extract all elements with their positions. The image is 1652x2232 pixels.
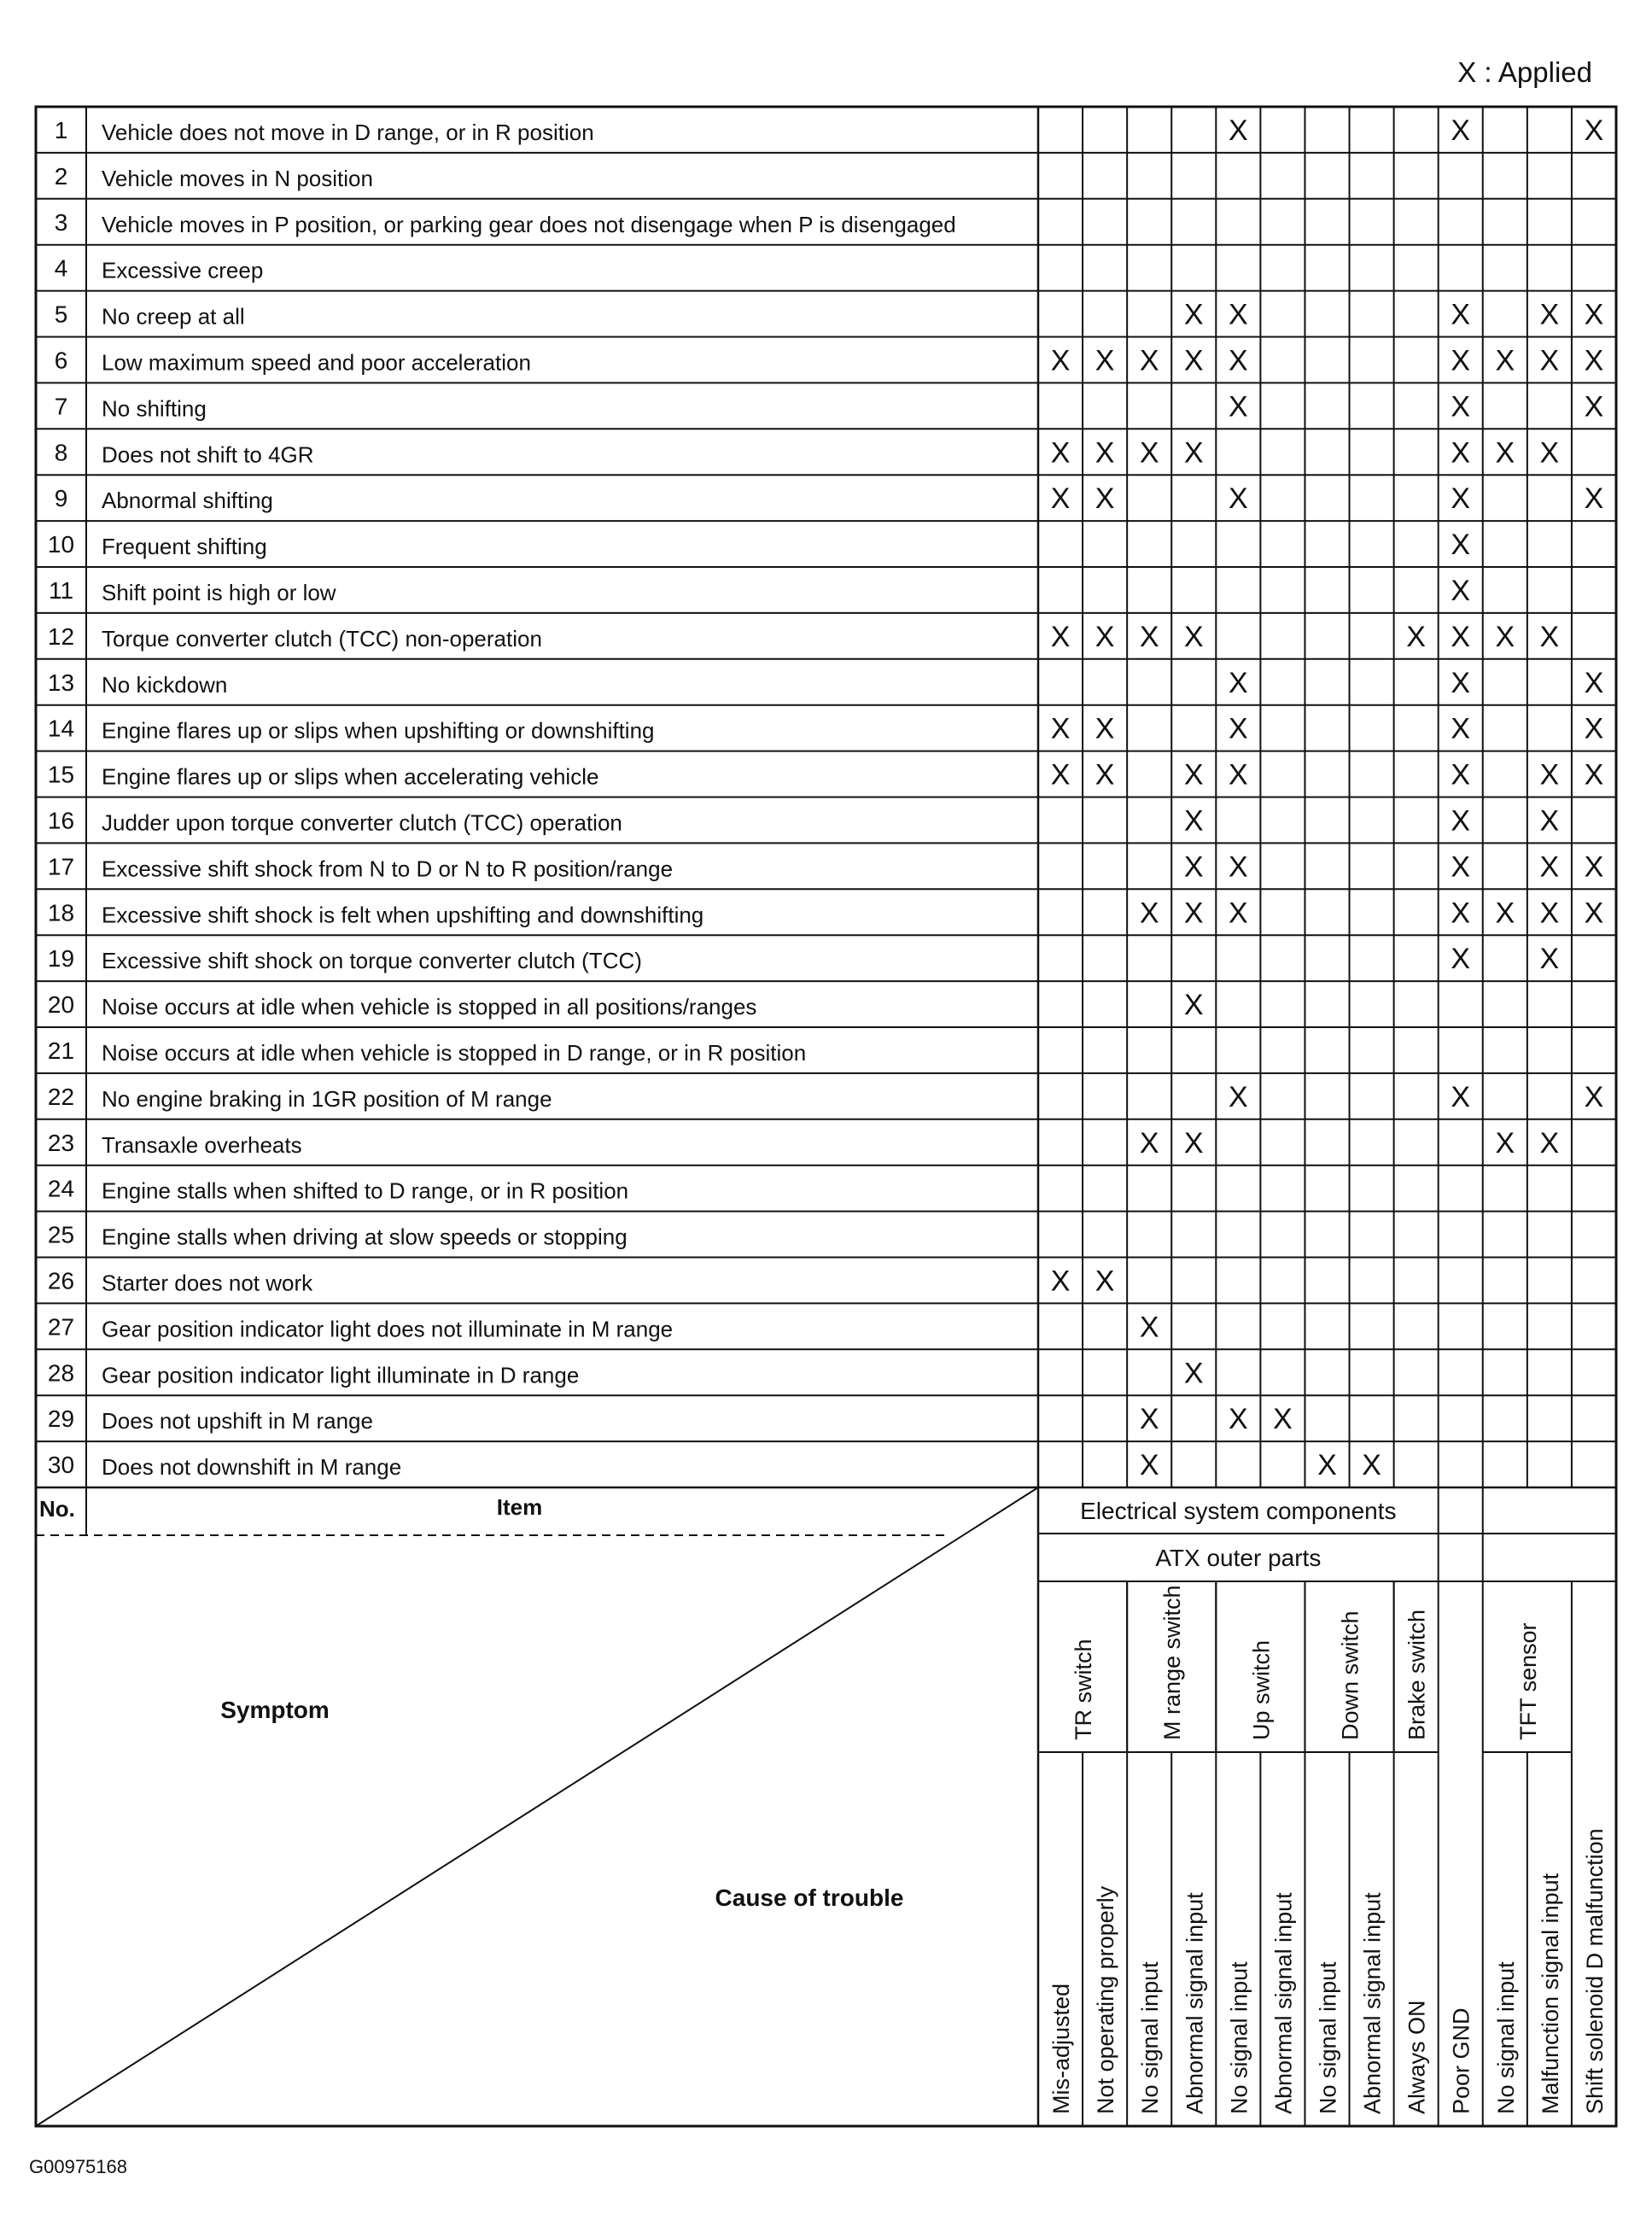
applied-mark: X xyxy=(1050,482,1071,516)
applied-mark: X xyxy=(1451,1080,1471,1113)
figure-code: G00975168 xyxy=(29,2156,127,2177)
applied-mark: X xyxy=(1539,850,1560,884)
cause-label: Always ON xyxy=(1404,2000,1430,2114)
applied-mark: X xyxy=(1050,1265,1071,1298)
row-number: 10 xyxy=(47,531,75,558)
row-number: 17 xyxy=(47,853,75,880)
applied-mark: X xyxy=(1229,114,1248,147)
applied-mark: X xyxy=(1139,620,1159,653)
table-row xyxy=(36,567,1616,607)
applied-mark: X xyxy=(1584,344,1604,377)
applied-mark: X xyxy=(1229,298,1248,331)
row-number: 4 xyxy=(54,254,68,282)
table-row xyxy=(36,291,1616,331)
cause-label: Malfunction signal input xyxy=(1537,1873,1563,2114)
applied-mark: X xyxy=(1539,1126,1560,1160)
symptom-text: Torque converter clutch (TCC) non-operation xyxy=(102,625,542,651)
applied-mark: X xyxy=(1095,1265,1115,1298)
table-header xyxy=(36,1487,1616,2126)
applied-mark: X xyxy=(1451,758,1471,792)
table-row xyxy=(36,1395,1616,1435)
applied-mark: X xyxy=(1584,758,1604,792)
applied-mark: X xyxy=(1584,390,1604,424)
applied-mark: X xyxy=(1584,114,1604,147)
row-number: 12 xyxy=(47,622,75,650)
applied-mark: X xyxy=(1139,436,1159,470)
symptom-text: Engine stalls when shifted to D range, or in R position xyxy=(102,1177,629,1204)
applied-mark: X xyxy=(1539,897,1560,930)
table-row xyxy=(36,475,1616,515)
applied-mark: X xyxy=(1451,114,1471,147)
applied-mark: X xyxy=(1451,529,1471,562)
symptom-text: Vehicle moves in P position, or parking gear does not disengage when P is disengaged xyxy=(102,211,956,237)
applied-mark: X xyxy=(1183,298,1204,331)
cause-label: Mis-adjusted xyxy=(1048,1983,1075,2114)
applied-mark: X xyxy=(1095,620,1115,653)
applied-mark: X xyxy=(1139,344,1159,377)
diagonal-split xyxy=(36,1487,1038,2126)
applied-mark: X xyxy=(1095,436,1115,470)
applied-mark: X xyxy=(1183,758,1204,792)
applied-mark: X xyxy=(1584,1080,1604,1113)
row-number: 15 xyxy=(47,761,75,788)
table-row xyxy=(36,199,1616,237)
row-number: 11 xyxy=(48,576,74,604)
symptom-text: Vehicle does not move in D range, or in R position xyxy=(102,119,594,145)
component-name: TR switch xyxy=(1071,1639,1097,1740)
table-row xyxy=(36,1166,1616,1204)
applied-mark: X xyxy=(1584,482,1604,516)
row-number: 5 xyxy=(54,301,68,328)
applied-mark: X xyxy=(1050,758,1071,792)
applied-mark: X xyxy=(1539,298,1560,331)
table-row xyxy=(36,245,1616,283)
applied-mark: X xyxy=(1539,436,1560,470)
symptom-text: Does not upshift in M range xyxy=(102,1408,373,1434)
table-row xyxy=(36,1119,1616,1160)
row-number: 28 xyxy=(47,1359,75,1387)
symptom-text: Abnormal shifting xyxy=(102,488,273,514)
applied-mark: X xyxy=(1050,436,1071,470)
symptom-text: No kickdown xyxy=(102,671,228,698)
applied-mark: X xyxy=(1539,344,1560,377)
cause-label: No signal input xyxy=(1226,1961,1252,2114)
symptom-text: Low maximum speed and poor acceleration xyxy=(102,349,531,376)
symptom-text: Engine flares up or slips when accelerating vehicle xyxy=(102,763,599,790)
applied-mark: X xyxy=(1451,712,1471,745)
applied-mark: X xyxy=(1095,344,1115,377)
symptom-text: Does not downshift in M range xyxy=(102,1454,402,1481)
symptom-text: No engine braking in 1GR position of M range xyxy=(102,1085,552,1112)
applied-mark: X xyxy=(1229,666,1248,699)
applied-mark: X xyxy=(1229,850,1248,884)
table-row xyxy=(36,1212,1616,1250)
symptom-text: Gear position indicator light does not illuminate in M range xyxy=(102,1316,674,1342)
cause-label: No signal input xyxy=(1492,1961,1519,2114)
applied-mark: X xyxy=(1539,758,1560,792)
symptom-text: Excessive shift shock on torque converter clutch (TCC) xyxy=(102,948,642,974)
cause-label: Abnormal signal input xyxy=(1359,1892,1386,2114)
symptom-text: Engine stalls when driving at slow speeds or stopping xyxy=(102,1224,628,1250)
applied-mark: X xyxy=(1495,344,1515,377)
symptom-text: Excessive shift shock from N to D or N to R position/range xyxy=(102,856,674,882)
applied-mark: X xyxy=(1095,482,1115,516)
item-header: Item xyxy=(496,1494,543,1520)
table-row xyxy=(36,1303,1616,1343)
applied-mark: X xyxy=(1050,620,1071,653)
applied-mark: X xyxy=(1451,344,1471,377)
cause-label: Abnormal signal input xyxy=(1182,1892,1208,2114)
applied-mark: X xyxy=(1584,712,1604,745)
applied-mark: X xyxy=(1183,897,1204,930)
applied-mark: X xyxy=(1584,897,1604,930)
row-number: 14 xyxy=(47,715,75,742)
applied-mark: X xyxy=(1539,943,1560,976)
symptom-text: Does not shift to 4GR xyxy=(102,441,314,468)
symptom-text: Gear position indicator light illuminate in D range xyxy=(102,1362,580,1388)
applied-mark: X xyxy=(1229,758,1248,792)
component-name: Down switch xyxy=(1337,1610,1363,1740)
applied-mark: X xyxy=(1183,436,1204,470)
row-number: 22 xyxy=(47,1083,75,1110)
applied-mark: X xyxy=(1229,344,1248,377)
row-number: 21 xyxy=(47,1037,75,1064)
row-number: 29 xyxy=(47,1405,75,1433)
applied-mark: X xyxy=(1451,436,1471,470)
symptom-text: Shift point is high or low xyxy=(102,579,336,605)
row-number: 9 xyxy=(54,485,68,512)
symptom-text: Noise occurs at idle when vehicle is stopped in all positions/ranges xyxy=(102,994,757,1020)
table-row xyxy=(36,751,1616,792)
table-row xyxy=(36,1027,1616,1066)
applied-mark: X xyxy=(1362,1449,1381,1482)
atx-outer-parts-header: ATX outer parts xyxy=(1155,1545,1322,1571)
applied-mark: X xyxy=(1451,850,1471,884)
symptom-text: Excessive creep xyxy=(102,257,264,283)
table-row xyxy=(36,383,1616,423)
symptom-text: Starter does not work xyxy=(102,1270,313,1296)
component-name: Brake switch xyxy=(1404,1609,1430,1740)
table-row xyxy=(36,1258,1616,1298)
row-number: 6 xyxy=(54,347,68,374)
applied-mark: X xyxy=(1495,436,1515,470)
applied-mark: X xyxy=(1229,897,1248,930)
table-row xyxy=(36,705,1616,745)
applied-mark: X xyxy=(1495,620,1515,653)
cause-header: Cause of trouble xyxy=(715,1884,904,1911)
row-number: 2 xyxy=(54,162,68,190)
applied-mark: X xyxy=(1229,390,1248,424)
applied-mark: X xyxy=(1183,989,1204,1022)
no-header: No. xyxy=(39,1496,75,1522)
applied-mark: X xyxy=(1139,1403,1159,1436)
applied-mark: X xyxy=(1451,390,1471,424)
applied-mark: X xyxy=(1451,804,1471,838)
applied-mark: X xyxy=(1451,620,1471,653)
applied-mark: X xyxy=(1584,850,1604,884)
row-number: 1 xyxy=(54,116,68,143)
table-row xyxy=(36,798,1616,838)
symptom-header: Symptom xyxy=(220,1697,330,1723)
applied-mark: X xyxy=(1495,1126,1515,1160)
electrical-components-header: Electrical system components xyxy=(1080,1498,1397,1524)
table-row xyxy=(36,843,1616,883)
applied-mark: X xyxy=(1451,943,1471,976)
row-number: 24 xyxy=(47,1175,75,1202)
row-number: 25 xyxy=(47,1221,75,1248)
row-number: 30 xyxy=(47,1452,75,1479)
applied-mark: X xyxy=(1451,574,1471,607)
table-row xyxy=(36,153,1616,191)
applied-mark: X xyxy=(1095,758,1115,792)
table-row xyxy=(36,1073,1616,1113)
applied-mark: X xyxy=(1183,344,1204,377)
applied-mark: X xyxy=(1183,620,1204,653)
symptom-text: Vehicle moves in N position xyxy=(102,165,373,191)
applied-mark: X xyxy=(1050,344,1071,377)
applied-mark: X xyxy=(1183,1357,1204,1390)
row-number: 26 xyxy=(47,1267,75,1294)
row-number: 7 xyxy=(54,393,68,420)
applied-mark: X xyxy=(1183,850,1204,884)
applied-mark: X xyxy=(1451,897,1471,930)
symptom-text: Noise occurs at idle when vehicle is stopped in D range, or in R position xyxy=(102,1039,807,1066)
symptom-text: Engine flares up or slips when upshifting or downshifting xyxy=(102,717,655,744)
applied-mark: X xyxy=(1584,666,1604,699)
applied-mark: X xyxy=(1495,897,1515,930)
table-row xyxy=(36,1349,1616,1389)
table-row xyxy=(36,1441,1616,1481)
cause-label: Shift solenoid D malfunction xyxy=(1581,1828,1608,2114)
applied-mark: X xyxy=(1317,1449,1337,1482)
applied-mark: X xyxy=(1139,897,1159,930)
component-name: Up switch xyxy=(1248,1639,1275,1740)
row-number: 13 xyxy=(47,669,75,696)
symptom-text: No creep at all xyxy=(102,303,245,330)
table-row xyxy=(36,521,1616,561)
row-number: 27 xyxy=(47,1313,75,1341)
applied-mark: X xyxy=(1539,804,1560,838)
symptom-text: Judder upon torque converter clutch (TCC) operation xyxy=(102,809,622,836)
applied-mark: X xyxy=(1451,482,1471,516)
applied-mark: X xyxy=(1183,1126,1204,1160)
table-row xyxy=(36,337,1616,377)
row-number: 3 xyxy=(54,208,68,236)
applied-mark: X xyxy=(1229,1403,1248,1436)
row-number: 18 xyxy=(47,899,75,926)
applied-mark: X xyxy=(1451,298,1471,331)
applied-mark: X xyxy=(1139,1126,1159,1160)
symptom-text: No shifting xyxy=(102,395,207,422)
applied-mark: X xyxy=(1273,1403,1293,1436)
table-row xyxy=(55,114,1604,147)
applied-mark: X xyxy=(1584,298,1604,331)
applied-mark: X xyxy=(1539,620,1560,653)
applied-mark: X xyxy=(1139,1449,1159,1482)
table-border xyxy=(36,107,1616,2126)
table-row xyxy=(36,889,1616,929)
row-number: 16 xyxy=(47,807,75,834)
applied-mark: X xyxy=(1229,712,1248,745)
table-row xyxy=(36,429,1616,469)
applied-mark: X xyxy=(1095,712,1115,745)
component-name: M range switch xyxy=(1159,1585,1186,1740)
applied-mark: X xyxy=(1406,620,1426,653)
row-number: 8 xyxy=(54,439,68,466)
table-row xyxy=(36,659,1616,699)
cause-label: Poor GND xyxy=(1448,2007,1474,2114)
row-number: 23 xyxy=(47,1129,75,1156)
table-row xyxy=(36,935,1616,975)
cause-label: Abnormal signal input xyxy=(1270,1892,1297,2114)
cause-label: No signal input xyxy=(1315,1961,1341,2114)
table-row xyxy=(36,981,1616,1021)
symptom-text: Frequent shifting xyxy=(102,534,267,560)
applied-mark: X xyxy=(1183,804,1204,838)
component-name: TFT sensor xyxy=(1515,1622,1541,1740)
applied-mark: X xyxy=(1229,1080,1248,1113)
applied-mark: X xyxy=(1139,1311,1159,1344)
cause-label: No signal input xyxy=(1137,1961,1164,2114)
legend-applied: X : Applied xyxy=(1457,56,1592,88)
applied-mark: X xyxy=(1451,666,1471,699)
applied-mark: X xyxy=(1229,482,1248,516)
symptom-text: Excessive shift shock is felt when upshifting and downshifting xyxy=(102,902,704,928)
row-number: 20 xyxy=(47,991,75,1019)
row-number: 19 xyxy=(47,945,75,973)
table-row xyxy=(36,613,1616,653)
applied-mark: X xyxy=(1050,712,1071,745)
symptom-text: Transaxle overheats xyxy=(102,1131,302,1158)
cause-label: Not operating properly xyxy=(1093,1885,1119,2114)
